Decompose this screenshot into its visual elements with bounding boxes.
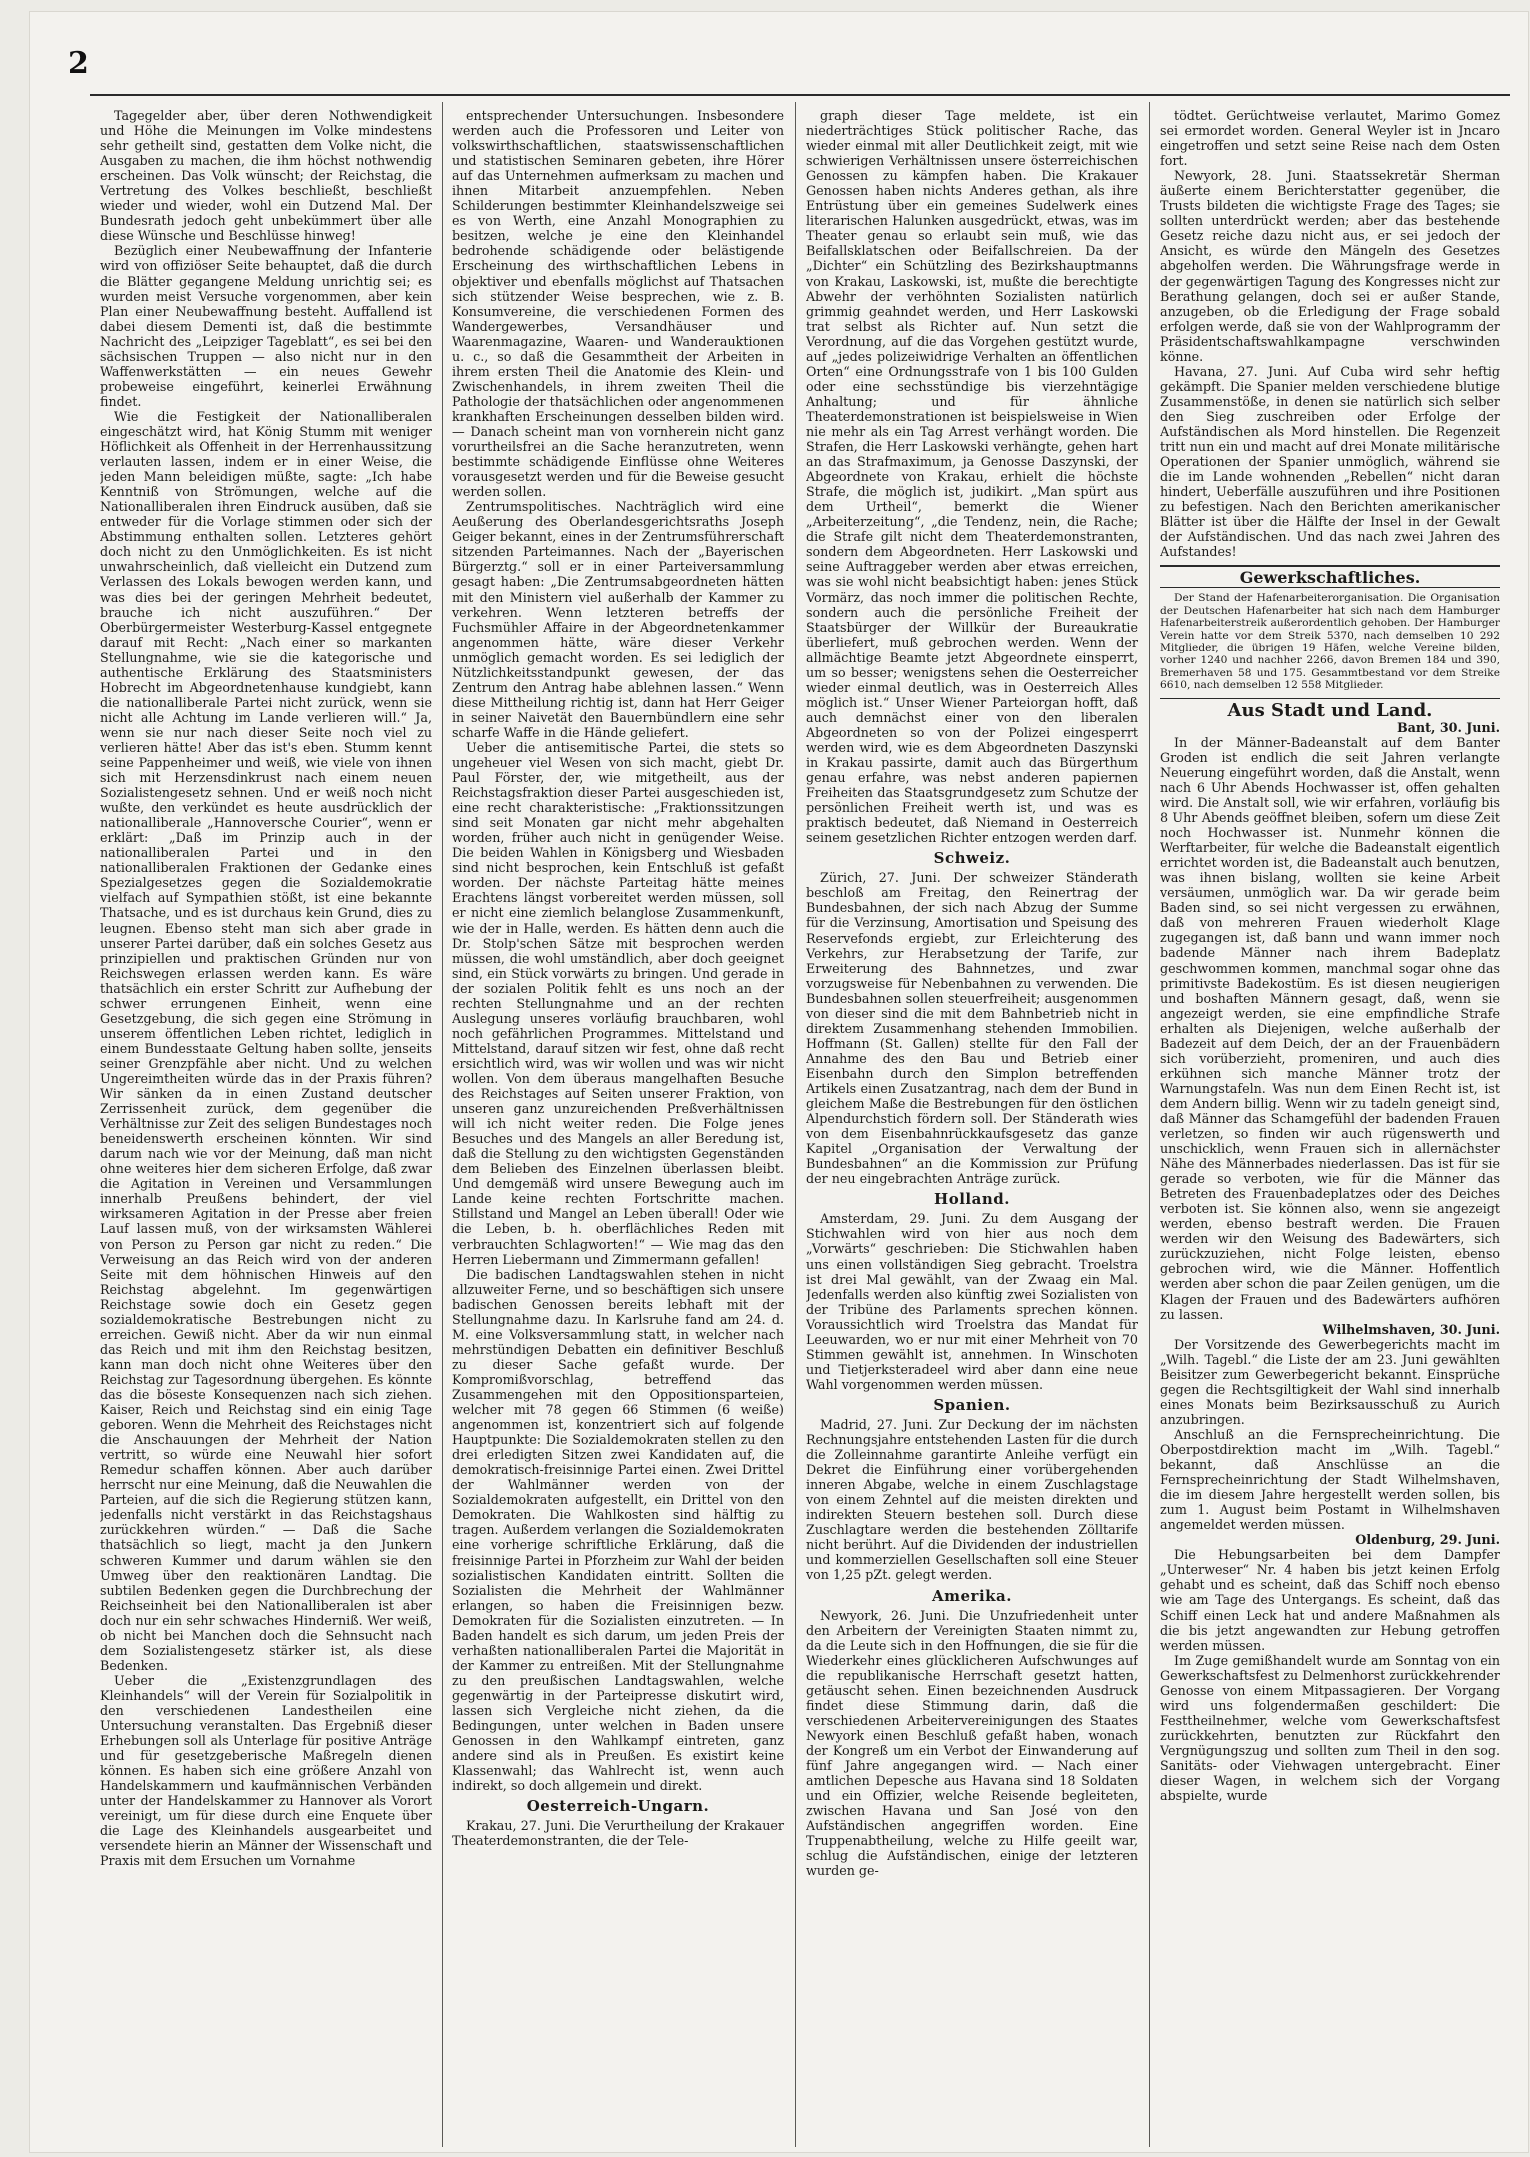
article-paragraph: Newyork, 26. Juni. Die Unzufriedenheit unter den Arbeitern der Vereinigten Staaten nimmt zu, da die Leute sich in den Hoffnungen, die sie für die Wiederkehr eines glücklicheren Aufschwunges auf die republikanische Herrschaft gesetzt hatten, getäuscht sehen. Einen bezeichnenden Ausdruck findet diese Stimmung darin, daß die verschiedenen Arbeitervereinigungen des Staates Newyork einen Beschluß gefaßt haben, wonach der Kongreß um ein Verbot der Einwanderung auf fünf Jahre angegangen wird. — Nach einer amtlichen Depesche aus Havana sind 18 Soldaten und ein Offizier, welche Reisende begleiteten, zwischen Havana und San José von den Aufständischen angegriffen worden. Eine Truppenabtheilung, welche zu Hilfe geeilt war, schlug die Aufständischen, einige der letzteren wurden ge-	[806, 1607, 1138, 1879]
article-paragraph: Die badischen Landtagswahlen stehen in nicht allzuweiter Ferne, und so beschäftigen sich unsere badischen Genossen bereits lebhaft mit der Stellungnahme dazu. In Karlsruhe fand am 24. d. M. eine Volksversammlung statt, in welcher nach mehrstündigen Debatten ein definitiver Beschluß zu dieser Sache gefaßt wurde. Der Kompromißvorschlag, betreffend das Zusammengehen mit den Oppositionsparteien, welcher mit 78 gegen 66 Stimmen (6 weiße) angenommen ist, konzentriert sich auf folgende Hauptpunkte: Die Sozialdemokraten stellen zu den drei erledigten Sitzen zwei Kandidaten auf, die demokratisch-freisinnige Partei einen. Zwei Drittel der Wahlmänner werden von der Sozialdemokraten aufgestellt, ein Drittel von den Demokraten. Die Wahlkosten sind hälftig zu tragen. Außerdem verlangen die Sozialdemokraten eine vorherige schriftliche Erklärung, daß die freisinnige Partei in Pforzheim zur Wahl der beiden sozialistischen Kandidaten eintritt. Sollten die Sozialisten die Mehrheit der Wahlmänner erlangen, so haben die Freisinnigen bezw. Demokraten für die Sozialisten einzutreten. — In Baden handelt es sich darum, um jeden Preis der verhaßten nationalliberalen Partei die Majorität in der Kammer zu entreißen. Mit der Stellungnahme zu den preußischen Landtagswahlen, welche gegenwärtig in der Parteipresse diskutirt wird, lassen sich Vergleiche nicht ziehen, da die Bedingungen, unter welchen in Baden unsere Genossen in den Wahlkampf eintreten, ganz andere sind als in Preußen. Es existirt keine Klassenwahl; das Wahlrecht ist, wenn auch indirekt, so doch allgemein und direkt.	[452, 1266, 784, 1794]
section-heading: Holland.	[934, 1190, 1010, 1209]
column-divider	[442, 102, 443, 2147]
article-paragraph: Krakau, 27. Juni. Die Verurtheilung der Krakauer Theaterdemonstranten, die der Tele-	[452, 1818, 784, 1849]
section-heading: Aus Stadt und Land.	[1227, 699, 1433, 721]
column-2	[452, 108, 784, 2143]
section-heading: Spanien.	[933, 1395, 1011, 1414]
section-heading-box: Gewerkschaftliches.	[1160, 565, 1500, 588]
column-1	[100, 108, 432, 2143]
article-paragraph: entsprechender Untersuchungen. Insbesondere werden auch die Professoren und Leiter von volkswirthschaftlichen, staatswissenschaftlichen und statistischen Seminaren gebeten, ihre Hörer auf das Unternehmen aufmerksam zu machen und ihnen Mitarbeit anzuempfehlen. Neben Schilderungen bestimmter Kleinhandelszweige sei es von Werth, eine Anzahl Monographien zu besitzen, welche je eine den Kleinhandel bedrohende schädigende oder belästigende Erscheinung des wirthschaftlichen Lebens in objektiver und ebenfalls möglichst auf Thatsachen sich stützender Weise besprechen, wie z. B. Konsumvereine, die verschiedenen Formen des Wandergewerbes, Versandhäuser und Waarenmagazine, Waaren- und Wanderauktionen u. c., so daß die Gesammtheit der Arbeiten in ihrem ersten Theil die Anatomie des Klein- und Zwischenhandels, in ihrem zweiten Theil die Pathologie der thatsächlichen oder angenommenen krankhaften Erscheinungen desselben bilden wird. — Danach scheint man von vornherein nicht ganz vorurtheilsfrei an die Sache heranzutreten, wenn bestimmte schädigende Einflüsse ohne Weiteres vorausgesetzt werden und für die Beweise gesucht werden sollen.	[452, 108, 784, 500]
article-paragraph: Im Zuge gemißhandelt wurde am Sonntag von ein Gewerkschaftsfest zu Delmenhorst zurückkehrender Genosse von einem Mitpassagieren. Der Vorgang wird uns folgendermaßen geschildert: Die Festtheilnehmer, welche vom Gewerkschaftsfest zurückkehrten, benutzten zur Rückfahrt den Vergnügungszug und sollten zum Theil in den sog. Sanitäts- oder Viehwagen untergebracht. Einer dieser Wagen, in welchem sich der Vorgang abspielte, wurde	[1160, 1652, 1500, 1804]
article-paragraph: Wie die Festigkeit der Nationalliberalen eingeschätzt wird, hat König Stumm mit weniger Höflichkeit als Offenheit in der Herrenhaussitzung verlauten lassen, indem er in einer Weise, die jeden Mann beleidigen müßte, sagte: „Ich habe Kenntniß von Strömungen, welche auf die Nationalliberalen ihren Eindruck ausüben, daß sie entweder für die Vorlage stimmen oder sich der Abstimmung enthalten sollen. Letzteres gehört doch nicht zu den Unmöglichkeiten. Es ist nicht unwahrscheinlich, daß vielleicht ein Dutzend zum Verlassen des Lokals bewogen werden kann, und was dies bei der geringen Mehrheit bedeutet, brauche ich nicht auszuführen.“ Der Oberbürgermeister Westerburg-Kassel entgegnete darauf mit Recht: „Nach einer so markanten Stellungnahme, wie sie die kategorische und authentische Erklärung des Staatsministers Hobrecht im Abgeordnetenhause kundgiebt, kann die nationalliberale Partei nicht zurück, wenn sie nicht alle Achtung im Lande verlieren will.“ Ja, wenn sie nur nach dieser Seite noch viel zu verlieren hätte! Aber das ist's eben. Stumm kennt seine Pappenheimer und weiß, wie viele von ihnen sich mit Herzensdinkrust nach einem neuen Sozialistengesetz sehnen. Und er weiß noch nicht wußte, den verkündet es heute ausdrücklich der nationalliberale „Hannoversche Courier“, wenn er erklärt: „Daß im Prinzip auch in der nationalliberalen Partei und in den nationalliberalen Fraktionen der Gedanke eines Spezialgesetzes gegen die Sozialdemokratie vielfach auf Sympathien stößt, ist eine bekannte Thatsache, und es ist durchaus kein Grund, dies zu leugnen. Ebenso steht man sich aber grade in unserer Partei darüber, daß ein solches Gesetz aus prinzipiellen und praktischen Gründen nur von Reichswegen erlassen werden kann. Es wäre thatsächlich ein erster Schritt zur Aufhebung der schwer errungenen Einheit, wenn eine Gesetzgebung, die sich gegen eine Strömung in unserem öffentlichen Leben richtet, lediglich in einem Bundesstaate Geltung haben sollte, jenseits seiner Grenzpfähle aber nicht. Und zu welchen Ungereimtheiten würde das in der Praxis führen? Wir sänken da in einen Zustand deutscher Zerrissenheit zurück, dem gegenüber die Verhältnisse zur Zeit des seligen Bundestages noch beneidenswerth erscheinen könnten. Wir sind darum nach wie vor der Meinung, daß man nicht ohne weiteres hier dem sicheren Erfolge, daß zwar die Agitation in Vereinen und Versammlungen innerhalb Preußens behindert, der viel wirksameren Agitation in der Presse aber freien Lauf lassen muß, von der wirksamsten Wählerei von Person zu Person gar nicht zu reden.“ Die Verweisung an das Reich wird von der anderen Seite mit dem höhnischen Hinweis auf den Reichstag abgelehnt. Im gegenwärtigen Reichstage sowie doch ein Gesetz gegen sozialdemokratische Bestrebungen nicht zu erreichen. Gewiß nicht. Aber da wir nun einmal das Reich und mit ihm den Reichstag besitzen, kann man doch nicht ohne Weiteres über den Reichstag zur Tagesordnung übergehen. Es könnte das die böseste Konsequenzen nach sich ziehen. Kaiser, Reich und Reichstag sind ein einig Tage geboren. Wenn die Mehrheit des Reichstages nicht die Anschauungen der Mehrheit der Nation vertritt, so würde eine Neuwahl hier sofort Remedur schaffen können. Aber auch darüber herrscht nur eine Meinung, daß die Neuwahlen die Parteien, auf die sich die Regierung stützen kann, jedenfalls nicht verstärkt in das Reichstagshaus zurückkehren würden.“ — Daß die Sache thatsächlich so liegt, macht ja den Junkern schweren Kummer und darum wählen sie den Umweg über den reaktionären Landtag. Die subtilen Bedenken gegen die Durchbrechung der Reichseinheit bei den Nationalliberalen ist aber doch nur ein sehr schwaches Hinderniß. Wer weiß, ob nicht bei Manchen doch die Sehnsucht nach dem Sozialistengesetz stärker ist, als diese Bedenken.	[100, 408, 432, 1673]
article-paragraph: In der Männer-Badeanstalt auf dem Banter Groden ist endlich die seit Jahren verlangte Neuerung eingeführt worden, daß die Anstalt, wenn nach 6 Uhr Abends Hochwasser ist, offen gehalten wird. Die Anstalt soll, wie wir erfahren, vorläufig bis 8 Uhr Abends geöffnet bleiben, sofern um diese Zeit noch Hochwasser ist. Nunmehr können die Werftarbeiter, für welche die Badeanstalt eigentlich errichtet worden ist, die Badeanstalt auch benutzen, was ihnen bislang, wollten sie keine Arbeit versäumen, unmöglich war. Da wir gerade beim Baden sind, so sei nicht vergessen zu erwähnen, daß von mehreren Frauen wiederholt Klage zugegangen ist, daß bann und wann immer noch badende Männer nach ihrem Badeplatz geschwommen kommen, manchmal sogar ohne das primitivste Badekostüm. Es ist diesen neugierigen und boshaften Männern gesagt, daß, wenn sie angezeigt werden, sie eine empfindliche Strafe erhalten als Diejenigen, welche außerhalb der Badezeit auf dem Deich, der an der Frauenbädern sich vorüberzieht, promeniren, und auch dies erkühnen sich manche Männer trotz der Warnungstafeln. Was nun dem Einen Recht ist, ist dem Andern billig. Wenn wir zu tadeln geneigt sind, daß Männer das Schamgefühl der badenden Frauen verletzen, so finden wir auch rügenswerth und unschicklich, wenn Frauen sich in allernächster Nähe des Männerbades niederlassen. Das ist für sie gerade so verboten, wie für die Männer das Betreten des Frauenbadeplatzes oder des Deiches verboten ist. Sie können also, wenn sie angezeigt werden, ebenso bestraft werden. Die Frauen werden wir den Weisung des Badewärters, sich zurückzuziehen, nicht Folge leisten, ebenso gebrochen wird, wie die Männer. Hoffentlich werden aber schon die paar Zeilen genügen, um die Klagen der Frauen und des Badewärters aufhören zu lassen.	[1160, 734, 1500, 1322]
article-paragraph: Ueber die antisemitische Partei, die stets so ungeheuer viel Wesen von sich macht, giebt Dr. Paul Förster, der, wie mitgetheilt, aus der Reichstagsfraktion dieser Partei ausgeschieden ist, eine recht charakteristische: „Fraktionssitzungen sind seit Monaten gar nicht mehr abgehalten worden, früher auch nicht in genügender Weise. Die beiden Wahlen in Königsberg und Wiesbaden sind nicht besprochen, kein Entschluß ist gefaßt worden. Der nächste Parteitag hätte meines Erachtens längst vorbereitet werden müssen, soll er nicht eine ziemlich belanglose Zusammenkunft, wie der in Halle, werden. Es hätten denn auch die Dr. Stolp'schen Sätze mit besprochen werden müssen, die wohl umständlich, aber doch geeignet sind, ein Stück vorwärts zu bringen. Und gerade in der sozialen Politik fehlt es uns noch an der rechten Stellungnahme und an der rechten Auslegung unseres vorläufig brauchbaren, wohl noch gefährlichen Programmes. Mittelstand und Mittelstand, darauf sitzen wir fest, ohne daß recht ersichtlich wird, was wir wollen und was wir nicht wollen. Von dem überaus mangelhaften Besuche des Reichstages auf Seiten unserer Fraktion, von unseren ganz unzureichenden Preßverhältnissen will ich nicht weiter reden. Die Folge jenes Besuches und des Mangels an aller Beredung ist, daß die Stellung zu den wichtigsten Gegenständen dem Belieben des Einzelnen überlassen bleibt. Und demgemäß wird unsere Bewegung auch im Lande keine rechten Fortschritte machen. Stillstand und Mangel an Leben überall! Oder wie die Leben, b. h. oberflächliches Reden mit verbrauchten Schlagworten!“ — Wie mag das den Herren Liebermann und Zimmermann gefallen!	[452, 739, 784, 1267]
column-divider	[795, 102, 796, 2147]
column-3	[806, 108, 1138, 2143]
column-divider	[1149, 102, 1150, 2147]
page-number: 2	[68, 46, 89, 81]
article-paragraph: Zentrumspolitisches. Nachträglich wird eine Aeußerung des Oberlandesgerichtsraths Joseph Geiger bekannt, eines in der Zentrumsführerschaft sitzenden Parteimannes. Nach der „Bayerischen Bürgerztg.“ soll er in einer Parteiversammlung gesagt haben: „Die Zentrumsabgeordneten hätten mit den Ministern viel außerhalb der Kammer zu verkehren. Wenn letzteren betreffs der Fuchsmühler Affaire in der Abgeordnetenkammer angenommen hätte, wäre dieser Verkehr unmöglich gemacht worden. Es sei lediglich der Nützlichkeitsstandpunkt gewesen, der das Zentrum den Antrag habe ablehnen lassen.“ Wenn diese Mittheilung richtig ist, dann hat Herr Geiger in seiner Naivetät den Bauernbündlern eine sehr scharfe Waffe in die Hände geliefert.	[452, 499, 784, 740]
dateline: Oldenburg, 29. Juni.	[1355, 1532, 1500, 1548]
article-paragraph: Newyork, 28. Juni. Staatssekretär Sherman äußerte einem Berichterstatter gegenüber, die Trusts bildeten die wichtigste Frage des Tages; sie sollten unterdrückt werden; aber das bestehende Gesetz reiche dazu nicht aus, er sei jedoch der Ansicht, es würde den Mängeln des Gesetzes abgeholfen werden. Die Währungsfrage werde in der gegenwärtigen Tagung des Kongresses nicht zur Berathung gelangen, doch sei er außer Stande, anzugeben, ob die Erledigung der Frage sobald erfolgen werde, daß sie von der Wahlprogramm der Präsidentschaftswahlkampagne verschwinden könne.	[1160, 168, 1500, 364]
article-paragraph: Tagegelder aber, über deren Nothwendigkeit und Höhe die Meinungen im Volke mindestens sehr getheilt sind, gestatten dem Volke nicht, die Ausgaben zu machen, die ihm höchst nothwendig erscheinen. Das Volk wünscht; der Reichstag, die Vertretung des Volkes beschließt, beschließt wieder und wieder, wohl ein Dutzend Mal. Der Bundesrath jedoch geht unbekümmert über alle diese Wünsche und Beschlüsse hinweg!	[100, 108, 432, 244]
section-heading: Amerika.	[932, 1586, 1012, 1605]
article-paragraph: Die Hebungsarbeiten bei dem Dampfer „Unterweser“ Nr. 4 haben bis jetzt keinen Erfolg gehabt und es scheint, daß das Schiff noch ebenso wie am Tage des Untergangs. Es scheint, daß das Schiff einen Leck hat und andere Maßnahmen als die bis jetzt angewandten zur Hebung getroffen werden müssen.	[1160, 1547, 1500, 1653]
article-paragraph: Ueber die „Existenzgrundlagen des Kleinhandels“ will der Verein für Sozialpolitik in den verschiedenen Landestheilen eine Untersuchung veranstalten. Das Ergebniß dieser Erhebungen soll als Unterlage für positive Anträge und für gesetzgeberische Maßregeln dienen können. Es haben sich eine größere Anzahl von Handelskammern und kaufmännischen Verbänden unter der Handelskammer zu Hannover als Vorort vereinigt, um für diese durch eine Enquete über die Lage des Kleinhandels ausgearbeitet und versendete hierin an Männer der Wissenschaft und Praxis mit dem Ersuchen um Vornahme	[100, 1672, 432, 1869]
column-4	[1160, 108, 1500, 2143]
article-paragraph: Havana, 27. Juni. Auf Cuba wird sehr heftig gekämpft. Die Spanier melden verschiedene blutige Zusammenstöße, in denen sie natürlich sich selber den Sieg zuschreiben oder Erfolge der Aufständischen als Mord hinstellen. Die Regenzeit tritt nun ein und macht auf drei Monate militärische Operationen der Spanier unmöglich, während sie die im Lande wohnenden „Rebellen“ nicht daran hindert, Ueberfälle auszuführen und ihre Positionen zu befestigen. Nach den Berichten amerikanischer Blätter ist über die Hälfte der Insel in der Gewalt der Aufständischen. Und das nach zwei Jahren des Aufstandes!	[1160, 363, 1500, 560]
dateline: Bant, 30. Juni.	[1396, 719, 1500, 735]
article-paragraph: tödtet. Gerüchtweise verlautet, Marimo Gomez sei ermordet worden. General Weyler ist in Jncaro eingetroffen und setzt seine Reise nach dem Osten fort.	[1160, 108, 1500, 169]
article-paragraph: Madrid, 27. Juni. Zur Deckung der im nächsten Rechnungsjahre entstehenden Lasten für die durch die Zolleinnahme garantirte Anleihe verfügt ein Dekret die Einführung einer vorübergehenden inneren Abgabe, welche in einem Zuschlagstage von einem Zehntel auf die meisten direkten und indirekten Steuern bestehen soll. Durch diese Zuschlagtare werden die bestehenden Zölltarife nicht berührt. Auf die Dividenden der industriellen und kommerziellen Gesellschaften soll eine Steuer von 1,25 pZt. gelegt werden.	[806, 1416, 1138, 1583]
article-paragraph: graph dieser Tage meldete, ist ein niederträchtiges Stück politischer Rache, das wieder einmal mit aller Deutlichkeit zeigt, mit wie schwierigen Verhältnissen unsere österreichischen Genossen zu kämpfen haben. Die Krakauer Genossen haben nichts Anderes gethan, als ihre Entrüstung über ein gemeines Sudelwerk eines literarischen Halunken ausgedrückt, etwas, was im Theater genau so erlaubt sein muß, wie das Beifallsklatschen oder Beifallschreien. Da der „Dichter“ ein Schützling des Bezirkshauptmanns von Krakau, Laskowski, ist, mußte die berechtigte Abwehr der verhöhnten Sozialisten natürlich grimmig geahndet werden, und Herr Laskowski trat selbst als Richter auf. Nun setzt die Verordnung, auf die das Vorgehen gestützt wurde, auf „jedes polizeiwidrige Verhalten an öffentlichen Orten“ eine Ordnungsstrafe von 1 bis 100 Gulden oder eine sechsstündige bis vierzehntägige Anhaltung; und für ähnliche Theaterdemonstrationen ist beispielsweise in Wien nie mehr als ein Tag Arrest verhängt worden. Die Strafen, die Herr Laskowski verhängte, gehen hart an das Strafmaximum, ja Genosse Daszynski, der Abgeordnete von Krakau, erhielt die höchste Strafe, die möglich ist, judikirt. „Man spürt aus dem Urtheil“, bemerkt die Wiener „Arbeiterzeitung“, „die Tendenz, nein, die Rache; die Strafe gilt nicht dem Theaterdemonstranten, sondern dem Abgeordneten. Herr Laskowski und seine Auftraggeber werden aber etwas erreichen, was sie wohl nicht beabsichtigt haben: jenes Stück Vormärz, das noch immer die politischen Rechte, sondern auch die persönliche Freiheit der Staatsbürger der Willkür der Bureaukratie überliefert, muß gebrochen werden. Wenn der allmächtige Beamte jetzt Abgeordnete einsperrt, um so besser; wenigstens sehen die Oesterreicher wieder einmal deutlich, was in Oesterreich Alles möglich ist.“ Unser Wiener Parteiorgan hofft, daß auch demnächst einer von den liberalen Abgeordneten so von der Polizei eingesperrt werden wird, wie es dem Abgeordneten Daszynski in Krakau passirte, damit auch das Bürgerthum genau erfahre, was nebst anderen papiernen Freiheiten das Staatsgrundgesetz zum Schutze der persönlichen Freiheit werth ist, und was es praktisch bedeutet, daß Niemand in Oesterreich seinem gesetzlichen Richter entzogen werden darf.	[806, 108, 1138, 846]
newspaper-page	[30, 12, 1528, 2152]
article-paragraph: Amsterdam, 29. Juni. Zu dem Ausgang der Stichwahlen wird von hier aus noch dem „Vorwärts“ geschrieben: Die Stichwahlen haben uns einen vollständigen Sieg gebracht. Troelstra ist drei Mal gewählt, van der Zwaag ein Mal. Jedenfalls werden also künftig zwei Sozialisten von der Tribüne des Parlaments sprechen können. Voraussichtlich wird Troelstra das Mandat für Leeuwarden, wo er nur mit einer Mehrheit von 70 Stimmen gewählt ist, annehmen. In Winschoten und Tietjerksteradeel wird aber dann eine neue Wahl vorgenommen werden müssen.	[806, 1211, 1138, 1392]
section-heading: Schweiz.	[933, 849, 1011, 868]
article-paragraph: Zürich, 27. Juni. Der schweizer Ständerath beschloß am Freitag, den Reinertrag der Bundesbahnen, der sich nach Abzug der Summe für die Verzinsung, Amortisation und Speisung des Reservefonds ergiebt, zur Erleichterung des Verkehrs, zur Herabsetzung der Tarife, zur Erweiterung des Bahnnetzes, und zwar vorzugsweise für Nebenbahnen zu verwenden. Die Bundesbahnen sollen steuerfreiheit; ausgenommen von dieser sind die mit dem Bahnbetrieb nicht in direktem Zusammenhang stehenden Immobilien. Hoffmann (St. Gallen) stellte für den Fall der Annahme des den Bau und Betrieb einer Eisenbahn durch den Simplon betreffenden Artikels einen Zusatzantrag, nach dem der Bund in gleichem Maße die Bestrebungen für den östlichen Alpendurchstich fördern soll. Der Ständerath wies von dem Eisenbahnrückkaufsgesetz das ganze Kapitel „Organisation der Verwaltung der Bundesbahnen“ an die Kommission zur Prüfung der neu eingebrachten Anträge zurück.	[806, 870, 1138, 1187]
columns-container	[100, 102, 1500, 2147]
dateline: Wilhelmshaven, 30. Juni.	[1322, 1321, 1500, 1337]
article-paragraph: Der Stand der Hafenarbeiterorganisation. Die Organisation der Deutschen Hafenarbeiter hat sich nach dem Hamburger Hafenarbeiterstreik außerordentlich gehoben. Der Hamburger Verein hatte vor dem Streik 5370, nach demselben 10 292 Mitglieder, die übrigen 19 Häfen, welche Vereine bilden, vorher 1240 und nachher 2266, davon Bremen 184 und 390, Bremerhaven 58 und 175. Gesammtbestand vor dem Streike 6610, nach demselben 12 558 Mitglieder.	[1160, 592, 1500, 692]
article-paragraph: Anschluß an die Fernsprecheinrichtung. Die Oberpostdirektion macht im „Wilh. Tagebl.“ bekannt, daß Anschlüsse an die Fernsprecheinrichtung der Stadt Wilhelmshaven, die im diesem Jahre hergestellt werden sollen, bis zum 1. August beim Postamt in Wilhelmshaven angemeldet werden müssen.	[1160, 1426, 1500, 1533]
section-divider	[1160, 698, 1500, 699]
article-paragraph: Der Vorsitzende des Gewerbegerichts macht im „Wilh. Tagebl.“ die Liste der am 23. Juni gewählten Beisitzer zum Gewerbegericht bekannt. Einsprüche gegen die Rechtsgiltigkeit der Wahl sind innerhalb eines Monats beim Bezirksausschuß zu Aurich anzubringen.	[1160, 1336, 1500, 1427]
header-rule	[90, 94, 1510, 96]
article-paragraph: Bezüglich einer Neubewaffnung der Infanterie wird von offiziöser Seite behauptet, daß die durch die Blätter gegangene Meldung unrichtig sei; es wurden meist Versuche vorgenommen, aber kein Plan einer Neubewaffnung besteht. Auffallend ist dabei diesem Dementi ist, daß die bestimmte Nachricht des „Leipziger Tageblatt“, es sei bei den sächsischen Truppen — also nicht nur in den Waffenwerkstätten — ein neues Gewehr probeweise eingeführt, keinerlei Erwähnung findet.	[100, 243, 432, 409]
section-heading: Oesterreich-Ungarn.	[526, 1797, 710, 1816]
